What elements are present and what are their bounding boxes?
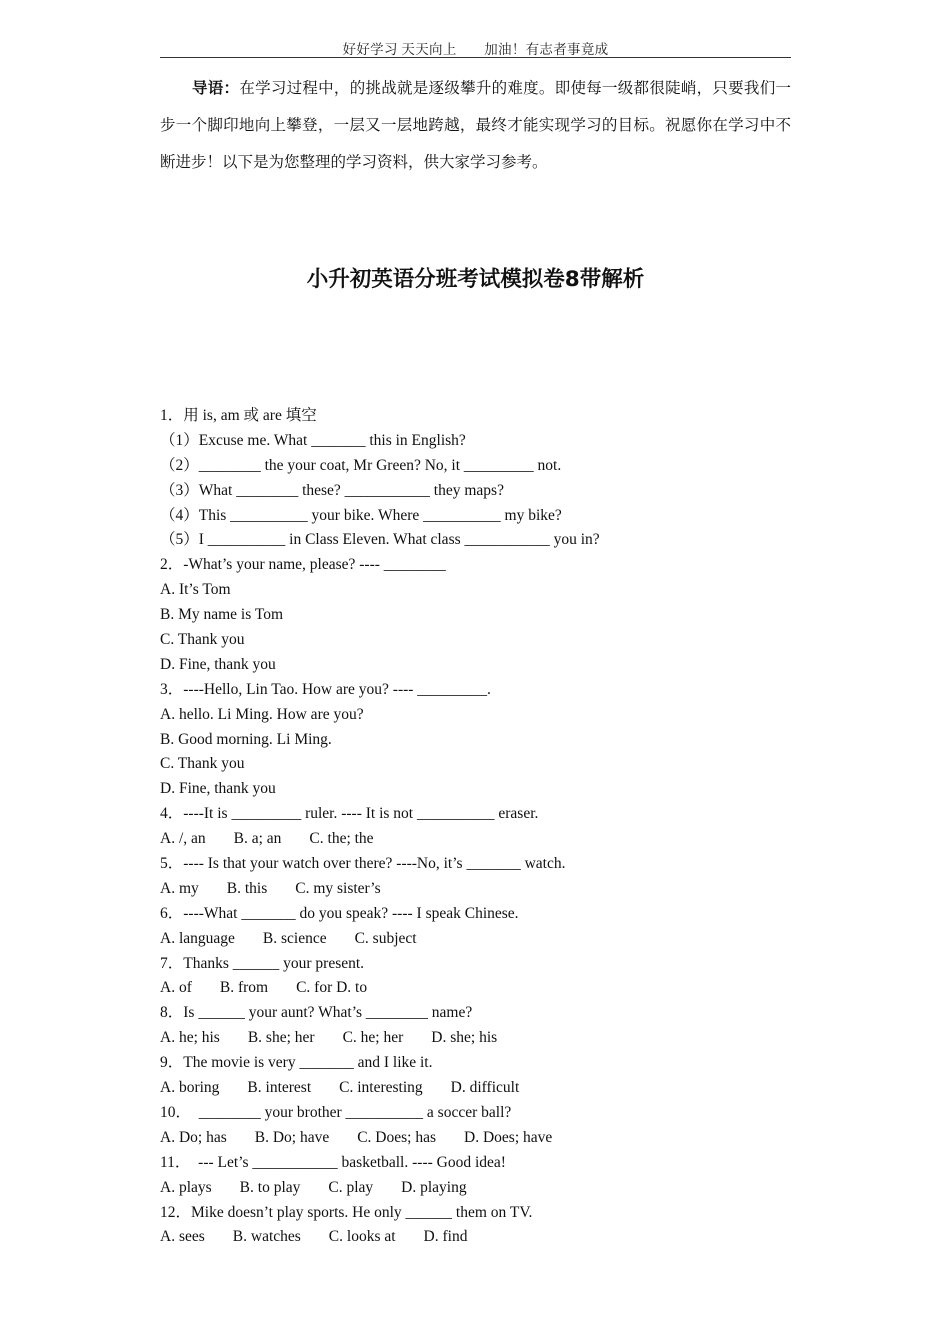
option: A. he; his bbox=[160, 1029, 220, 1047]
option: A. sees bbox=[160, 1228, 205, 1246]
question-6-stem: 6．----What _______ do you speak? ---- I speak Chinese. bbox=[160, 904, 519, 922]
option: D. she; his bbox=[431, 1029, 498, 1047]
option: C. the; the bbox=[309, 830, 374, 848]
question-5-stem: 5．---- Is that your watch over there? ----No, it’s _______ watch. bbox=[160, 855, 566, 873]
option: A. of bbox=[160, 979, 192, 997]
question-3-option: B. Good morning. Li Ming. bbox=[160, 730, 332, 748]
option: A. /, an bbox=[160, 830, 206, 848]
question-9-options bbox=[160, 1076, 800, 1101]
question-10-options bbox=[160, 1126, 800, 1151]
page-header: 好好学习 天天向上 加油！有志者事竟成 bbox=[342, 42, 609, 57]
option: C. he; her bbox=[342, 1029, 404, 1047]
question-5-options bbox=[160, 877, 800, 902]
question-1-item: （2）________ the your coat, Mr Green? No, it _________ not. bbox=[160, 456, 562, 474]
option: A. Do; has bbox=[160, 1128, 227, 1146]
question-1-stem: 1．用 is, am 或 are 填空 bbox=[160, 407, 317, 424]
question-11-stem: 11． --- Let’s ___________ basketball. ---- Good idea! bbox=[160, 1153, 506, 1171]
question-12-stem: 12．Mike doesn’t play sports. He only ______ them on TV. bbox=[160, 1203, 533, 1221]
question-8-options bbox=[160, 1026, 800, 1051]
question-11-options bbox=[160, 1176, 800, 1201]
option: B. she; her bbox=[247, 1029, 315, 1047]
question-8-stem: 8．Is ______ your aunt? What’s ________ name? bbox=[160, 1004, 473, 1022]
option: B. a; an bbox=[233, 830, 282, 848]
option: B. from bbox=[219, 979, 269, 997]
question-1-item: （4）This __________ your bike. Where __________ my bike? bbox=[160, 506, 562, 524]
question-3-option: A. hello. Li Ming. How are you? bbox=[160, 705, 364, 723]
question-1-item: （5）I __________ in Class Eleven. What class ___________ you in? bbox=[160, 531, 600, 549]
question-3-option: D. Fine, thank you bbox=[160, 780, 276, 798]
question-1-item: （3）What ________ these? ___________ they maps? bbox=[160, 481, 504, 499]
option: C. play bbox=[328, 1178, 374, 1196]
option: D. find bbox=[423, 1228, 468, 1246]
option: A. boring bbox=[160, 1079, 220, 1097]
question-2-stem: 2．-What’s your name, please? ---- ________ bbox=[160, 556, 446, 574]
question-7-stem: 7．Thanks ______ your present. bbox=[160, 954, 365, 972]
option: C. looks at bbox=[328, 1228, 396, 1246]
question-2-option: C. Thank you bbox=[160, 631, 245, 649]
option: B. Do; have bbox=[254, 1128, 330, 1146]
question-1-item: （1）Excuse me. What _______ this in English? bbox=[160, 431, 466, 449]
option: B. to play bbox=[239, 1178, 301, 1196]
question-list bbox=[160, 404, 800, 1250]
question-6-options bbox=[160, 927, 800, 952]
intro-text: 在学习过程中，的挑战就是逐级攀升的难度。即使每一级都很陡峭，只要我们一步一个脚印地向上攀登，一层又一层地跨越，最终才能实现学习的目标。祝愿你在学习中不断进步！以下是为您整理的学习资料，供大家学习参考。 bbox=[160, 80, 791, 171]
option: D. playing bbox=[401, 1178, 467, 1196]
option: C. subject bbox=[354, 929, 417, 947]
question-4-options bbox=[160, 827, 800, 852]
option: B. this bbox=[226, 879, 268, 897]
question-4-stem: 4．----It is _________ ruler. ---- It is not __________ eraser. bbox=[160, 805, 539, 823]
option: B. watches bbox=[232, 1228, 301, 1246]
header-divider bbox=[160, 57, 791, 58]
option: B. interest bbox=[247, 1079, 312, 1097]
option: C. interesting bbox=[339, 1079, 423, 1097]
question-2-option: D. Fine, thank you bbox=[160, 655, 276, 673]
question-7-options bbox=[160, 976, 800, 1001]
document-title: 小升初英语分班考试模拟卷8带解析 bbox=[306, 267, 645, 292]
question-2-option: A. It’s Tom bbox=[160, 581, 231, 599]
option: B. science bbox=[262, 929, 327, 947]
option: C. my sister’s bbox=[295, 879, 381, 897]
question-2-option: B. My name is Tom bbox=[160, 606, 284, 624]
question-10-stem: 10． ________ your brother __________ a soccer ball? bbox=[160, 1103, 512, 1121]
question-9-stem: 9．The movie is very _______ and I like it. bbox=[160, 1054, 433, 1072]
question-3-option: C. Thank you bbox=[160, 755, 245, 773]
option: A. my bbox=[160, 879, 199, 897]
option: A. plays bbox=[160, 1178, 212, 1196]
question-3-stem: 3．----Hello, Lin Tao. How are you? ---- _________. bbox=[160, 680, 491, 698]
option: A. language bbox=[160, 929, 235, 947]
option: C. Does; has bbox=[357, 1128, 437, 1146]
intro-lead: 导语： bbox=[192, 80, 240, 97]
question-12-options bbox=[160, 1225, 800, 1250]
intro-paragraph bbox=[160, 70, 791, 181]
option: D. Does; have bbox=[464, 1128, 553, 1146]
option: C. for D. to bbox=[296, 979, 368, 997]
option: D. difficult bbox=[450, 1079, 520, 1097]
